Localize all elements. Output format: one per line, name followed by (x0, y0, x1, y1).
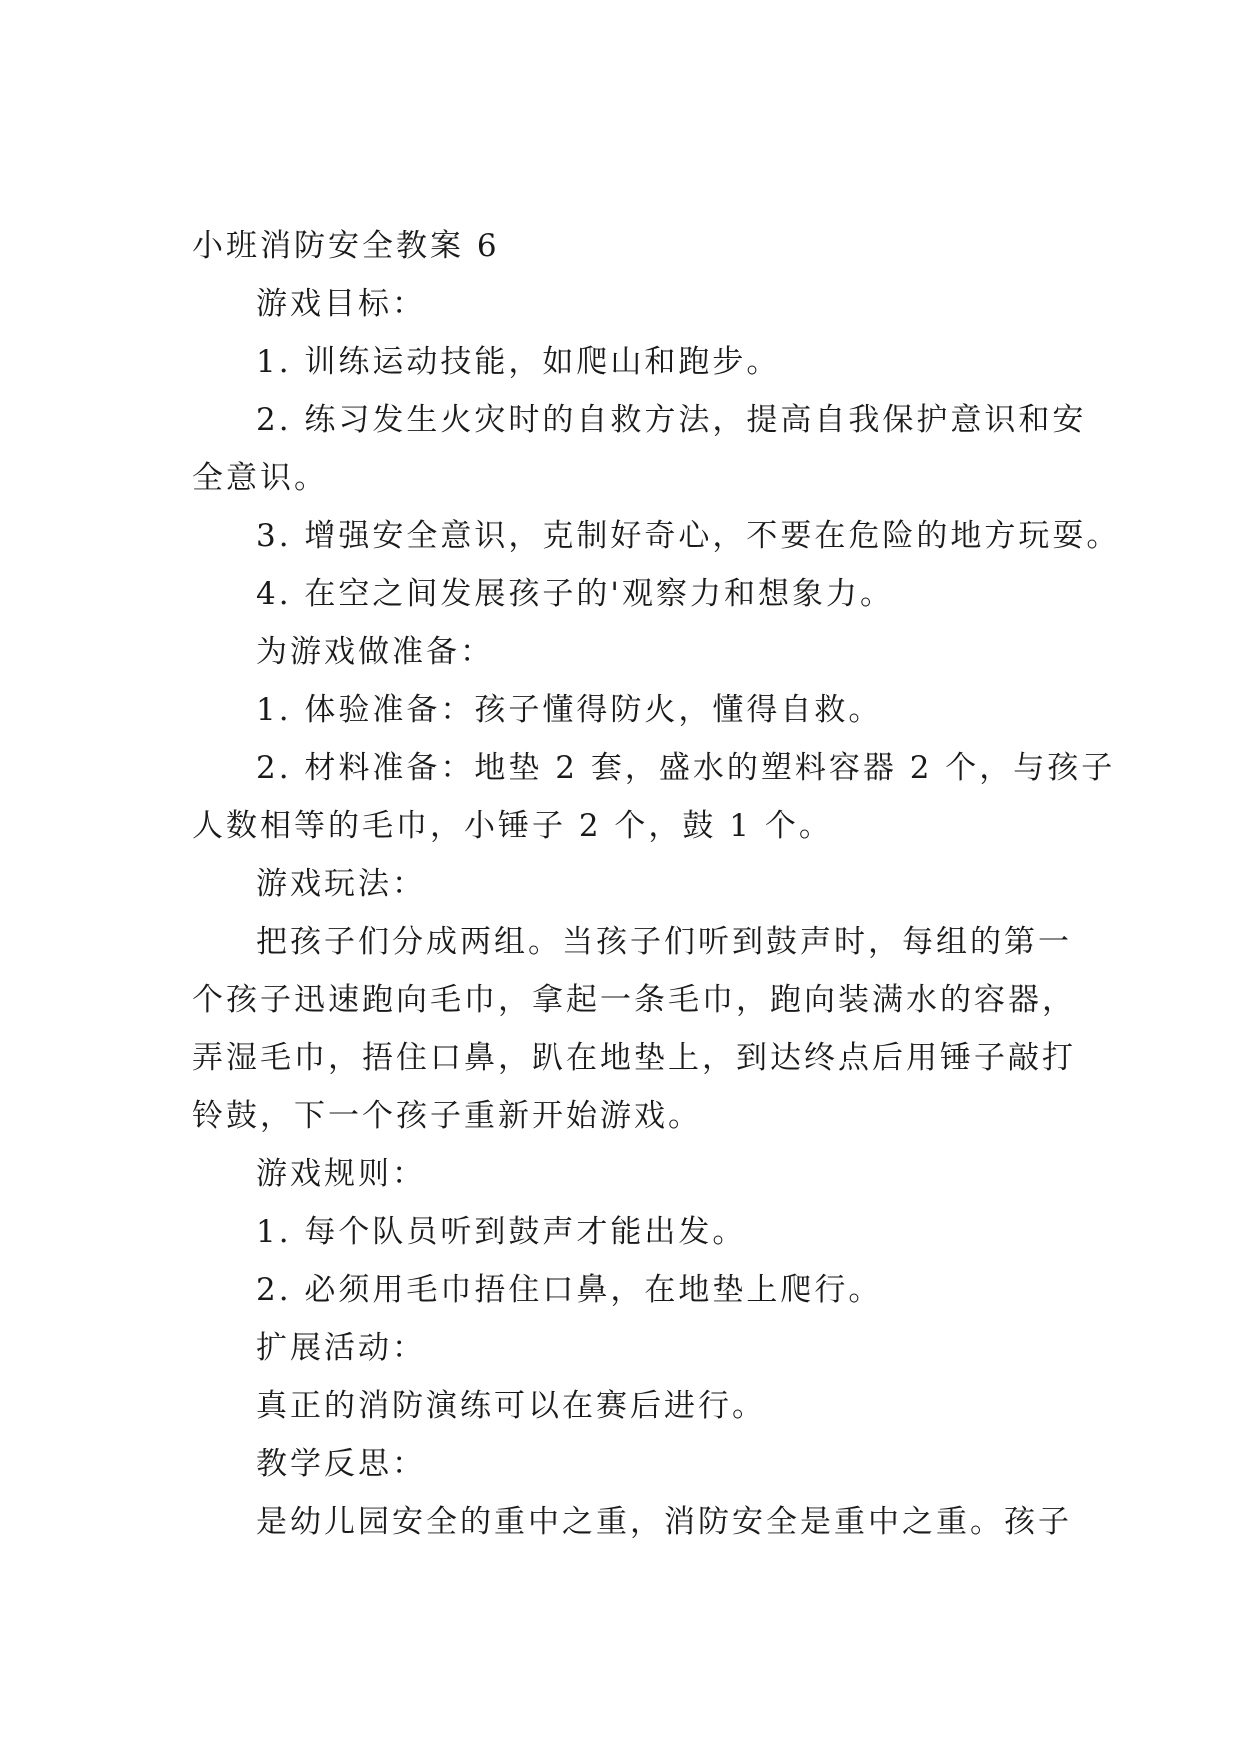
section-heading-preparation: 为游戏做准备： (256, 634, 494, 670)
paragraph-line: 2. 练习发生火灾时的自救方法，提高自我保护意识和安 (256, 402, 1087, 438)
paragraph-line: 1. 每个队员听到鼓声才能出发。 (256, 1214, 747, 1250)
section-heading-gameplay: 游戏玩法： (256, 866, 426, 902)
paragraph-line: 弄湿毛巾，捂住口鼻，趴在地垫上，到达终点后用锤子敲打 (192, 1040, 1076, 1076)
section-heading-rules: 游戏规则： (256, 1156, 426, 1192)
paragraph-line: 是幼儿园安全的重中之重，消防安全是重中之重。孩子 (256, 1504, 1072, 1540)
paragraph-line: 人数相等的毛巾，小锤子 2 个，鼓 1 个。 (192, 808, 833, 844)
paragraph-line: 1. 训练运动技能，如爬山和跑步。 (256, 344, 781, 380)
section-heading-reflection: 教学反思： (256, 1446, 426, 1482)
paragraph-line: 1. 体验准备：孩子懂得防火，懂得自救。 (256, 692, 883, 728)
paragraph-line: 把孩子们分成两组。当孩子们听到鼓声时，每组的第一 (256, 924, 1072, 960)
paragraph-line: 真正的消防演练可以在赛后进行。 (256, 1388, 766, 1424)
paragraph-line: 全意识。 (192, 460, 328, 496)
section-heading-goals: 游戏目标： (256, 286, 426, 322)
paragraph-line: 个孩子迅速跑向毛巾，拿起一条毛巾，跑向装满水的容器， (192, 982, 1076, 1018)
section-heading-extension: 扩展活动： (256, 1330, 426, 1366)
paragraph-line: 铃鼓，下一个孩子重新开始游戏。 (192, 1098, 702, 1134)
document-title: 小班消防安全教案 6 (192, 228, 500, 264)
paragraph-line: 2. 必须用毛巾捂住口鼻，在地垫上爬行。 (256, 1272, 883, 1308)
paragraph-line: 4. 在空之间发展孩子的'观察力和想象力。 (256, 576, 894, 612)
paragraph-line: 2. 材料准备：地垫 2 套，盛水的塑料容器 2 个，与孩子 (256, 750, 1116, 786)
paragraph-line: 3. 增强安全意识，克制好奇心，不要在危险的地方玩耍。 (256, 518, 1121, 554)
